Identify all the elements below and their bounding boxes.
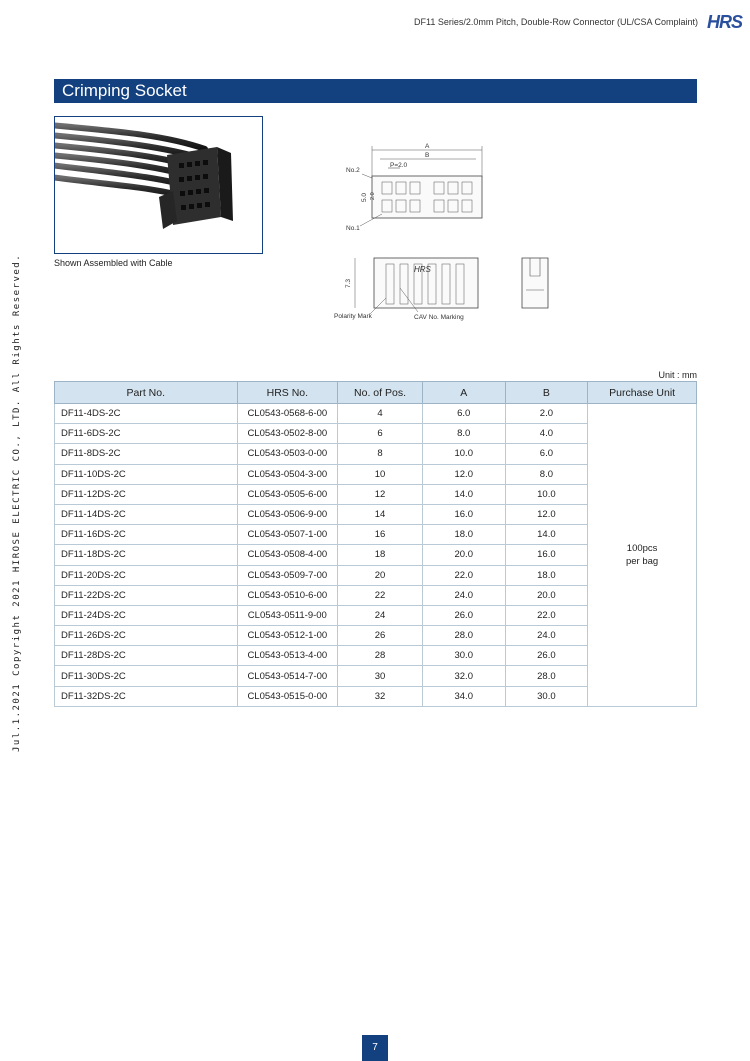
cell-b: 22.0 xyxy=(505,605,588,625)
cell-a: 32.0 xyxy=(422,666,505,686)
cell-pos: 32 xyxy=(338,686,423,706)
cell-b: 18.0 xyxy=(505,565,588,585)
cell-hrs-no: CL0543-0515-0-00 xyxy=(237,686,338,706)
cell-hrs-no: CL0543-0514-7-00 xyxy=(237,666,338,686)
cable-assembly-image xyxy=(55,117,262,253)
cell-b: 28.0 xyxy=(505,666,588,686)
purchase-qty: 100pcs xyxy=(626,542,658,554)
table-row xyxy=(55,404,697,424)
unit-note: Unit : mm xyxy=(658,370,697,380)
cell-hrs-no: CL0543-0508-4-00 xyxy=(237,545,338,565)
spec-table xyxy=(54,381,697,707)
cell-b: 26.0 xyxy=(505,646,588,666)
copyright-sidebar: Jul.1.2021 Copyright 2021 HIROSE ELECTRIC CO., LTD. All Rights Reserved. xyxy=(12,253,22,752)
cell-part-no: DF11-22DS-2C xyxy=(55,585,238,605)
pitch-label: P=2.0 xyxy=(390,162,408,169)
cell-a: 14.0 xyxy=(422,484,505,504)
cell-a: 12.0 xyxy=(422,464,505,484)
cell-pos: 8 xyxy=(338,444,423,464)
cell-b: 16.0 xyxy=(505,545,588,565)
dim-5-label: 5.0 xyxy=(361,192,368,202)
cell-b: 14.0 xyxy=(505,525,588,545)
product-photo xyxy=(54,116,263,254)
header-no-of-pos: No. of Pos. xyxy=(338,382,423,404)
section-header xyxy=(54,79,697,103)
header-b: B xyxy=(505,382,588,404)
cell-part-no: DF11-16DS-2C xyxy=(55,525,238,545)
cell-part-no: DF11-28DS-2C xyxy=(55,646,238,666)
hrs-logo: HRS xyxy=(706,12,742,32)
purchase-pack: per bag xyxy=(625,555,659,567)
cell-pos: 16 xyxy=(338,525,423,545)
cell-pos: 30 xyxy=(338,666,423,686)
header-purchase-unit: Purchase Unit xyxy=(588,382,697,404)
cell-part-no: DF11-10DS-2C xyxy=(55,464,238,484)
header-a: A xyxy=(422,382,505,404)
dim-b-label: B xyxy=(425,152,430,159)
cell-hrs-no: CL0543-0507-1-00 xyxy=(237,525,338,545)
cell-hrs-no: CL0543-0513-4-00 xyxy=(237,646,338,666)
cell-purchase-unit xyxy=(588,404,697,707)
cell-b: 24.0 xyxy=(505,626,588,646)
cell-a: 24.0 xyxy=(422,585,505,605)
header-part-no: Part No. xyxy=(55,382,238,404)
cell-pos: 20 xyxy=(338,565,423,585)
dim-a-label: A xyxy=(425,143,430,150)
cell-a: 10.0 xyxy=(422,444,505,464)
header-hrs-no: HRS No. xyxy=(237,382,338,404)
cell-a: 30.0 xyxy=(422,646,505,666)
table-header-row xyxy=(55,382,697,404)
cell-hrs-no: CL0543-0509-7-00 xyxy=(237,565,338,585)
cell-a: 34.0 xyxy=(422,686,505,706)
cell-part-no: DF11-24DS-2C xyxy=(55,605,238,625)
dimension-drawing xyxy=(330,138,570,328)
cell-a: 20.0 xyxy=(422,545,505,565)
cell-pos: 26 xyxy=(338,626,423,646)
cell-b: 8.0 xyxy=(505,464,588,484)
cell-b: 4.0 xyxy=(505,424,588,444)
cell-hrs-no: CL0543-0510-6-00 xyxy=(237,585,338,605)
cell-part-no: DF11-20DS-2C xyxy=(55,565,238,585)
cell-a: 22.0 xyxy=(422,565,505,585)
cell-hrs-no: CL0543-0502-8-00 xyxy=(237,424,338,444)
cell-a: 16.0 xyxy=(422,504,505,524)
cell-hrs-no: CL0543-0504-3-00 xyxy=(237,464,338,484)
cell-a: 26.0 xyxy=(422,605,505,625)
pin-no1-label: No.1 xyxy=(346,225,360,232)
cell-hrs-no: CL0543-0505-6-00 xyxy=(237,484,338,504)
cell-pos: 10 xyxy=(338,464,423,484)
cell-b: 10.0 xyxy=(505,484,588,504)
cell-hrs-no: CL0543-0512-1-00 xyxy=(237,626,338,646)
cell-part-no: DF11-30DS-2C xyxy=(55,666,238,686)
cell-a: 18.0 xyxy=(422,525,505,545)
section-title: Crimping Socket xyxy=(62,81,187,100)
cell-part-no: DF11-12DS-2C xyxy=(55,484,238,504)
cell-b: 12.0 xyxy=(505,504,588,524)
dim-73-label: 7.3 xyxy=(345,278,352,288)
cell-a: 8.0 xyxy=(422,424,505,444)
cell-pos: 6 xyxy=(338,424,423,444)
cell-b: 2.0 xyxy=(505,404,588,424)
cell-b: 30.0 xyxy=(505,686,588,706)
cell-a: 28.0 xyxy=(422,626,505,646)
table-body xyxy=(55,404,697,707)
cell-pos: 14 xyxy=(338,504,423,524)
cell-part-no: DF11-26DS-2C xyxy=(55,626,238,646)
cell-part-no: DF11-18DS-2C xyxy=(55,545,238,565)
cell-hrs-no: CL0543-0503-0-00 xyxy=(237,444,338,464)
polarity-mark-label: Polarity Mark xyxy=(334,313,372,320)
cell-hrs-no: CL0543-0506-9-00 xyxy=(237,504,338,524)
cell-hrs-no: CL0543-0511-9-00 xyxy=(237,605,338,625)
cell-part-no: DF11-4DS-2C xyxy=(55,404,238,424)
pin-no2-label: No.2 xyxy=(346,167,360,174)
cav-marking-label: CAV No. Marking xyxy=(414,314,464,321)
page-number: 7 xyxy=(362,1035,388,1061)
cell-a: 6.0 xyxy=(422,404,505,424)
cell-part-no: DF11-32DS-2C xyxy=(55,686,238,706)
cell-pos: 12 xyxy=(338,484,423,504)
cell-pos: 24 xyxy=(338,605,423,625)
document-title: DF11 Series/2.0mm Pitch, Double-Row Connector (UL/CSA Complaint) xyxy=(414,17,698,27)
cell-pos: 4 xyxy=(338,404,423,424)
cell-pos: 22 xyxy=(338,585,423,605)
photo-caption: Shown Assembled with Cable xyxy=(54,258,173,268)
dim-2-label: 2.0 xyxy=(370,192,376,200)
cell-b: 20.0 xyxy=(505,585,588,605)
cell-pos: 28 xyxy=(338,646,423,666)
cell-hrs-no: CL0543-0568-6-00 xyxy=(237,404,338,424)
cell-b: 6.0 xyxy=(505,444,588,464)
cell-pos: 18 xyxy=(338,545,423,565)
cell-part-no: DF11-6DS-2C xyxy=(55,424,238,444)
cell-part-no: DF11-8DS-2C xyxy=(55,444,238,464)
cell-part-no: DF11-14DS-2C xyxy=(55,504,238,524)
drawing-hrs-mark: HRS xyxy=(414,265,431,274)
